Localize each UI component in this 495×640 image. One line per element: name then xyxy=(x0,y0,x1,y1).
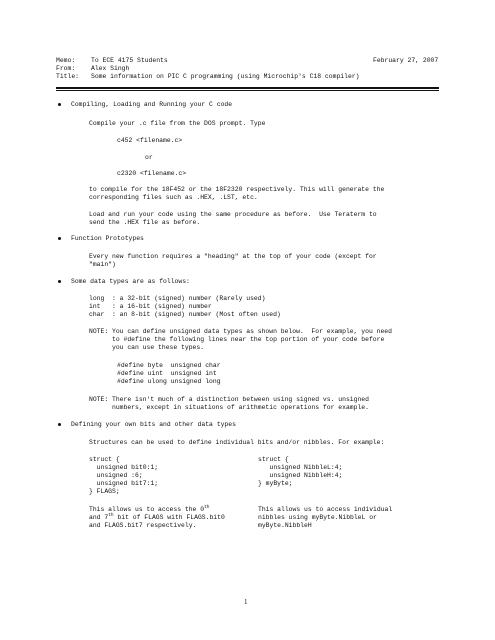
header-divider-thick xyxy=(56,87,439,89)
code-line-flags: unsigned bit0:1; xyxy=(89,464,159,471)
section-heading-compile: Compiling, Loading and Running your C code xyxy=(71,101,233,108)
type-row-char: char : an 8-bit (signed) number (Most often used) xyxy=(89,311,281,318)
flags-description-line: and FLAGS.bit7 respectively. xyxy=(89,522,197,529)
note-unsigned-line: to #define the following lines near the top portion of your code before xyxy=(89,336,385,343)
memo-date: February 27, 2007 xyxy=(373,57,439,64)
flags-description-text: bit of FLAGS with FLAGS.bit0 xyxy=(113,514,225,521)
bullet-icon xyxy=(58,103,61,106)
flags-description-line xyxy=(89,514,225,521)
note-unsigned-line: NOTE: You can define unsigned data types as shown below. For example, you need xyxy=(89,328,392,335)
page-number: 1 xyxy=(244,598,248,606)
define-byte: #define byte unsigned char xyxy=(117,362,221,369)
prototypes-text-line: Every new function requires a "heading" at the top of your code (except for xyxy=(89,253,377,260)
compile-or: or xyxy=(145,154,153,161)
memo-label: Memo: xyxy=(56,57,76,64)
compile-paragraph-line: to compile for the 18F452 or the 18F2320 respectively. This will generate the xyxy=(89,186,385,193)
compile-intro: Compile your .c file from the DOS prompt. Type xyxy=(89,120,266,127)
compile-paragraph-line: corresponding files such as .HEX, .LST, etc. xyxy=(89,194,258,201)
bullet-icon xyxy=(58,423,61,426)
header-divider-thin xyxy=(56,90,439,91)
code-line-flags: } FLAGS; xyxy=(89,488,120,495)
title-value: Some information on PIC C programming (using Microchip's C18 compiler) xyxy=(91,73,360,80)
code-line-flags: unsigned bit7:1; xyxy=(89,480,159,487)
from-value: Alex Singh xyxy=(91,65,130,72)
load-paragraph-line: send the .HEX file as before. xyxy=(89,219,201,226)
section-heading-prototypes: Function Prototypes xyxy=(71,235,144,242)
define-uint: #define uint unsigned int xyxy=(117,370,217,377)
code-line-mybyte: unsigned NibbleL:4; xyxy=(258,464,343,471)
compile-command-c2320: c2320 <filename.c> xyxy=(117,170,187,177)
code-line-mybyte: } myByte; xyxy=(258,480,293,487)
bullet-icon xyxy=(58,237,61,240)
section-heading-types: Some data types are as follows: xyxy=(71,278,190,285)
load-paragraph-line: Load and run your code using the same procedure as before. Use Teraterm to xyxy=(89,211,377,218)
section-heading-bits: Defining your own bits and other data types xyxy=(71,421,236,428)
title-label: Title: xyxy=(56,73,80,80)
superscript-th: th xyxy=(108,512,114,518)
mybyte-description-line: myByte.NibbleH xyxy=(258,522,312,529)
note-unsigned-line: you can use these types. xyxy=(89,344,205,351)
bullet-icon xyxy=(58,280,61,283)
mybyte-description-line: nibbles using myByte.NibbleL or xyxy=(258,514,377,521)
flags-description-text: This allows us to access the 0 xyxy=(89,506,205,513)
type-row-long: long : a 32-bit (signed) number (Rarely used) xyxy=(89,295,266,302)
note-signed-line: numbers, except in situations of arithmetic operations for example. xyxy=(89,404,369,411)
bits-intro: Structures can be used to define individual bits and/or nibbles. For example: xyxy=(89,439,385,446)
memo-value: To ECE 4175 Students xyxy=(91,57,168,64)
prototypes-text-line: "main") xyxy=(89,261,116,268)
type-row-int: int : a 16-bit (signed) number xyxy=(89,303,212,310)
flags-description-text: and 7 xyxy=(89,514,109,521)
code-line-mybyte: unsigned NibbleH:4; xyxy=(258,472,343,479)
mybyte-description-line: This allows us to access individual xyxy=(258,506,393,513)
code-line-flags: struct { xyxy=(89,456,120,463)
code-line-mybyte: struct { xyxy=(258,456,289,463)
code-line-flags: unsigned :6; xyxy=(89,472,143,479)
note-signed-line: NOTE: There isn't much of a distinction between using signed vs. unsigned xyxy=(89,396,369,403)
compile-command-c452: c452 <filename.c> xyxy=(117,137,183,144)
superscript-th: th xyxy=(204,504,210,510)
define-ulong: #define ulong unsigned long xyxy=(117,378,221,385)
from-label: From: xyxy=(56,65,76,72)
